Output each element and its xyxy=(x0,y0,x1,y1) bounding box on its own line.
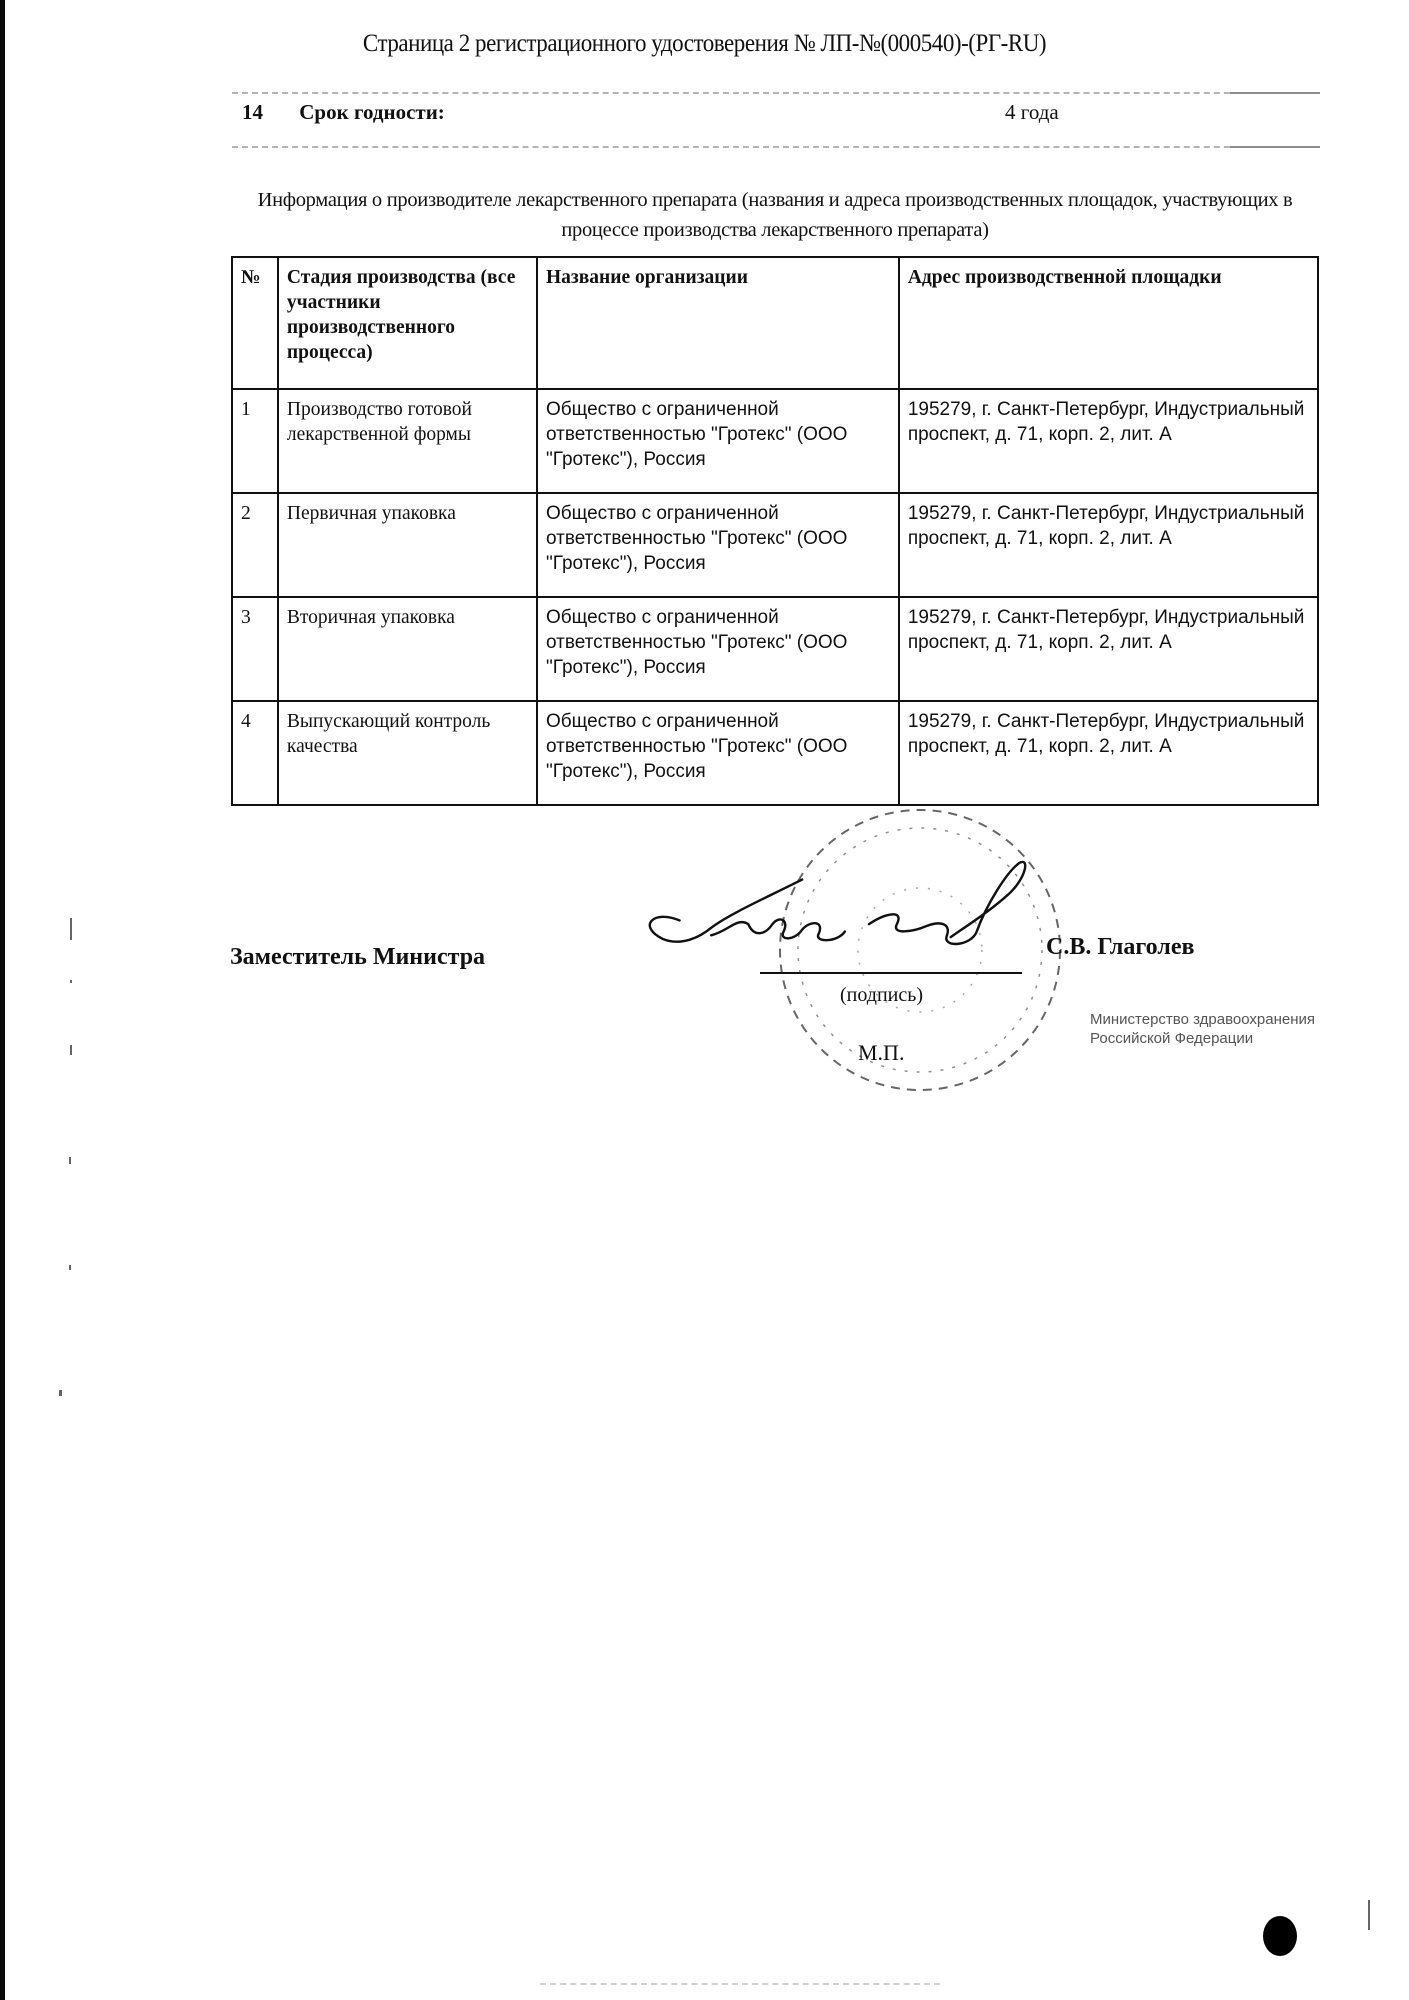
scan-speck xyxy=(69,1265,71,1270)
header-num: № xyxy=(232,257,278,389)
page-header: Страница 2 регистрационного удостоверения № ЛП-№(000540)-(РГ-RU) xyxy=(362,30,1047,57)
cell-address: 195279, г. Санкт-Петербург, Индустриальный проспект, д. 71, корп. 2, лит. А xyxy=(899,701,1318,805)
header-stage: Стадия производства (все участники производственного процесса) xyxy=(278,257,537,389)
scan-speck xyxy=(59,1390,62,1396)
cell-num: 4 xyxy=(232,701,278,805)
cell-address: 195279, г. Санкт-Петербург, Индустриальный проспект, д. 71, корп. 2, лит. А xyxy=(899,389,1318,493)
table-header-row xyxy=(232,257,1318,389)
field-number: 14 xyxy=(242,100,263,124)
handwritten-signature xyxy=(620,835,1040,965)
cell-num: 2 xyxy=(232,493,278,597)
table-row xyxy=(232,493,1318,597)
manufacturing-sites-table xyxy=(231,256,1319,806)
field-label: Срок годности: xyxy=(299,100,445,124)
cell-organization: Общество с ограниченной ответственностью "Гротекс" (ООО "Гротекс"), Россия xyxy=(537,493,899,597)
divider xyxy=(232,92,1320,94)
seal-caption: М.П. xyxy=(858,1040,905,1065)
cell-num: 1 xyxy=(232,389,278,493)
punch-hole xyxy=(1263,1916,1297,1956)
cell-address: 195279, г. Санкт-Петербург, Индустриальный проспект, д. 71, корп. 2, лит. А xyxy=(899,597,1318,701)
cell-organization: Общество с ограниченной ответственностью "Гротекс" (ООО "Гротекс"), Россия xyxy=(537,389,899,493)
shelf-life-value: 4 года xyxy=(1005,100,1059,124)
scan-speck xyxy=(1368,1900,1370,1930)
cell-num: 3 xyxy=(232,597,278,701)
cell-stage: Выпускающий контроль качества xyxy=(278,701,537,805)
signature-caption: (подпись) xyxy=(840,984,924,1006)
cell-stage: Первичная упаковка xyxy=(278,493,537,597)
cell-organization: Общество с ограниченной ответственностью "Гротекс" (ООО "Гротекс"), Россия xyxy=(537,597,899,701)
scan-speck xyxy=(70,1045,72,1055)
signatory-role: Заместитель Министра xyxy=(230,944,486,970)
cell-address: 195279, г. Санкт-Петербург, Индустриальный проспект, д. 71, корп. 2, лит. А xyxy=(899,493,1318,597)
table-row xyxy=(232,389,1318,493)
shelf-life-field xyxy=(242,100,445,125)
cell-stage: Вторичная упаковка xyxy=(278,597,537,701)
manufacturer-info-heading: Информация о производителе лекарственного препарата (названия и адреса производственных площадок, участвующих в процессе производства лекарственного препарата) xyxy=(257,189,1293,241)
scan-speck xyxy=(70,980,72,983)
divider xyxy=(232,146,1320,148)
cell-stage: Производство готовой лекарственной формы xyxy=(278,389,537,493)
header-organization: Название организации xyxy=(537,257,899,389)
table-row xyxy=(232,701,1318,805)
signature-line xyxy=(760,972,1022,974)
table-row xyxy=(232,597,1318,701)
stamp-text: Министерство здравоохранения Российской Федерации xyxy=(1090,1011,1315,1047)
scan-edge xyxy=(0,0,5,2000)
scan-speck xyxy=(69,1157,71,1164)
header-address: Адрес производственной площадки xyxy=(899,257,1318,389)
cell-organization: Общество с ограниченной ответственностью "Гротекс" (ООО "Гротекс"), Россия xyxy=(537,701,899,805)
scan-speck xyxy=(70,918,72,940)
signatory-name: С.В. Глаголев xyxy=(1046,934,1195,960)
scan-artifact-line xyxy=(540,1983,940,1985)
